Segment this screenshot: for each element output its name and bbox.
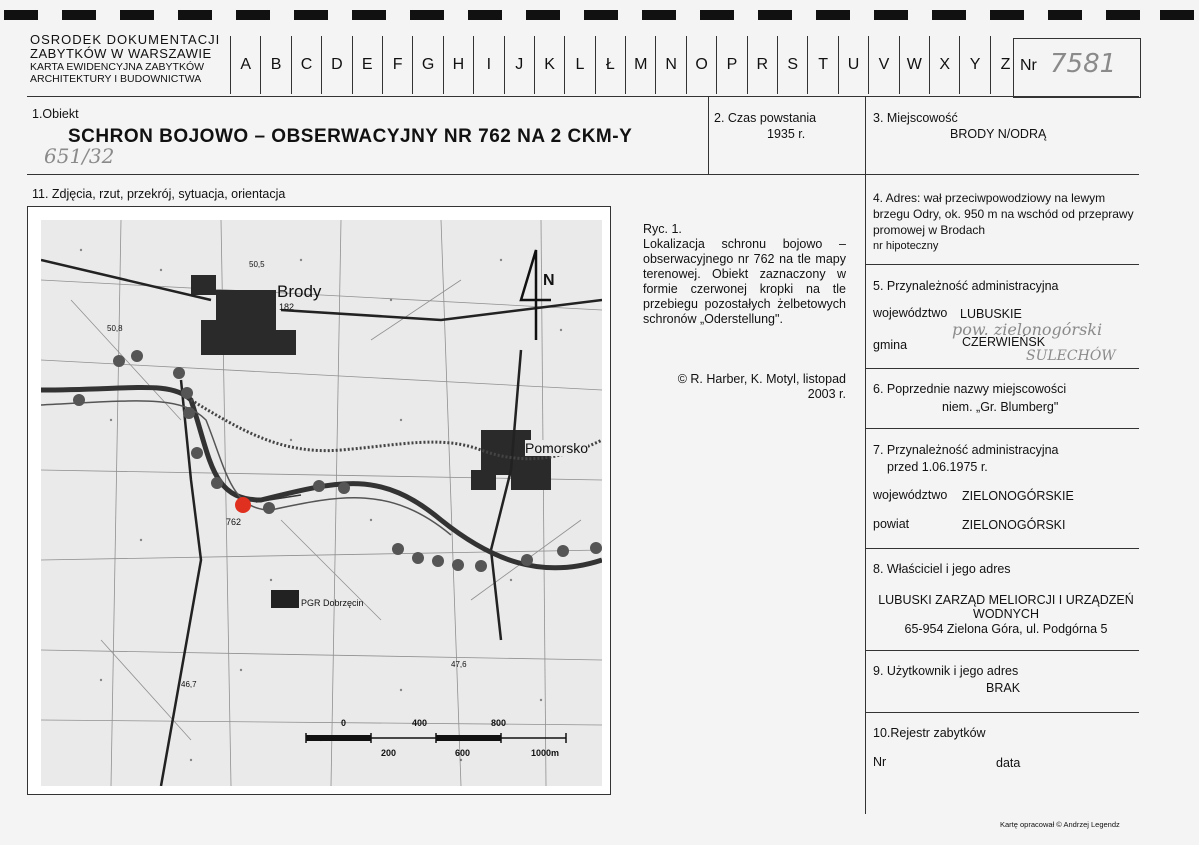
letter-index-cell: U (838, 36, 868, 94)
admin-powiat-handwritten: pow. zielonogórski (952, 320, 1103, 339)
letter-index-cell: D (321, 36, 351, 94)
scale-label: 600 (455, 748, 471, 758)
org-line-1: OSRODEK DOKUMENTACJI (30, 32, 221, 47)
prev-names-value: niem. „Gr. Blumberg" (942, 400, 1059, 414)
nr-value: 7581 (1050, 49, 1117, 79)
letter-index-cell: G (412, 36, 442, 94)
admin-label: 5. Przynależność administracyjna (873, 279, 1059, 293)
letter-index-cell: F (382, 36, 412, 94)
register-nr-label: Nr (873, 755, 887, 769)
map-label-pomorsko: Pomorsko (525, 440, 589, 456)
map-label-brody-elev: 182 (279, 302, 295, 312)
nr-label: Nr (1020, 57, 1037, 74)
photos-label: 11. Zdjęcia, rzut, przekrój, sytuacja, orientacja (32, 187, 286, 201)
admin-prev-label: 7. Przynależność administracyjna (873, 443, 1059, 457)
admin-gmina-value: CZERWIEŃSK (962, 335, 1046, 349)
letter-index-cell: M (625, 36, 655, 94)
org-line-4: ARCHITEKTURY I BUDOWNICTWA (30, 73, 202, 85)
letter-index-cell: W (899, 36, 929, 94)
letter-index-cell: L (564, 36, 594, 94)
letter-index-cell: X (929, 36, 959, 94)
locality-label: 3. Miejscowość (873, 111, 958, 125)
map-label-pgr: PGR Dobrzęcin (301, 598, 364, 608)
letter-index-cell: T (807, 36, 837, 94)
credit-line-1: © R. Harber, K. Motyl, listopad (677, 372, 846, 386)
letter-index-cell: Ł (595, 36, 625, 94)
map-elev-label: 50,5 (249, 260, 265, 269)
scale-label: 0 (341, 718, 347, 728)
caption-title: Ryc. 1. (643, 222, 682, 236)
scale-label: 800 (491, 718, 507, 728)
letter-index-cell: I (473, 36, 503, 94)
letter-index-cell: H (443, 36, 473, 94)
register-label: 10.Rejestr zabytków (873, 726, 986, 740)
letter-index-cell: R (747, 36, 777, 94)
map-label-brody: Brody (277, 282, 322, 301)
map-north-label: N (543, 272, 555, 289)
address-extra: nr hipoteczny (873, 240, 939, 252)
location-map (27, 206, 611, 795)
address-section (873, 190, 1135, 254)
organization-header (30, 33, 226, 85)
letter-index-cell: E (352, 36, 382, 94)
user-value: BRAK (986, 681, 1021, 695)
footer-credit: Kartę opracował © Andrzej Legendz (1000, 820, 1120, 829)
map-label-762: 762 (226, 517, 242, 527)
map-elev-label: 50,8 (107, 324, 123, 333)
letter-index-cell: B (260, 36, 290, 94)
locality-value: BRODY N/ODRĄ (950, 127, 1047, 141)
binding-marks (0, 10, 1199, 22)
scale-label: 200 (381, 748, 397, 758)
scale-label: 1000m (531, 748, 560, 758)
address-label: 4. Adres: (873, 191, 921, 205)
map-credit (643, 372, 846, 402)
user-label: 9. Użytkownik i jego adres (873, 664, 1019, 678)
scale-label: 400 (412, 718, 428, 728)
letter-index-cell: N (655, 36, 685, 94)
owner-line-3: 65-954 Zielona Góra, ul. Podgórna 5 (904, 622, 1108, 636)
admin-prev-voiv-label: województwo (873, 488, 948, 502)
admin-gmina-label: gmina (873, 338, 908, 352)
map-elev-label: 47,6 (451, 660, 467, 669)
org-line-3: KARTA EWIDENCYJNA ZABYTKÓW (30, 61, 205, 73)
credit-line-2: 2003 r. (807, 387, 846, 401)
letter-index-cell: A (230, 36, 260, 94)
period-label: 2. Czas powstania (714, 111, 817, 125)
register-data-label: data (996, 756, 1021, 770)
record-number-box (1013, 38, 1141, 98)
letter-index-cell: O (686, 36, 716, 94)
letter-index-cell: J (504, 36, 534, 94)
period-value: 1935 r. (767, 127, 806, 141)
map-caption (643, 222, 846, 327)
letter-index-cell: P (716, 36, 746, 94)
admin-voivodeship-label: województwo (873, 306, 948, 320)
letter-index-cell: V (868, 36, 898, 94)
owner-line-1: LUBUSKI ZARZĄD MELIORCJI I URZĄDZEŃ (878, 593, 1134, 607)
caption-text: Lokalizacja schronu bojowo – obserwacyjnego nr 762 na tle mapy terenowej. Obiekt zaznaczony w formie czerwonej kropki na tle przebiegu pozostałych żelbetowych schronów „Oderstellung". (643, 237, 846, 326)
letter-index-cell: Y (959, 36, 989, 94)
admin-prev-voiv-value: ZIELONOGÓRSKIE (962, 489, 1074, 503)
owner-line-2: WODNYCH (973, 607, 1039, 621)
admin-prev-pow-value: ZIELONOGÓRSKI (962, 518, 1066, 532)
owner-label: 8. Właściciel i jego adres (873, 562, 1011, 576)
org-line-2: ZABYTKÓW W WARSZAWIE (30, 46, 212, 61)
prev-names-label: 6. Poprzednie nazwy miejscowości (873, 382, 1067, 396)
map-image (41, 220, 602, 786)
object-handwritten-code: 651/32 (44, 144, 115, 168)
map-drawing (41, 220, 602, 786)
address-text: wał przeciwpowodziowy na lewym brzegu Odry, ok. 950 m na wschód od przeprawy promowej w Brodach (873, 191, 1134, 237)
object-title: SCHRON BOJOWO – OBSERWACYJNY NR 762 NA 2 CKM-Y (68, 126, 633, 147)
letter-index-cell: Z (990, 36, 1020, 94)
letter-index-cell: S (777, 36, 807, 94)
admin-prev-pow-label: powiat (873, 517, 910, 531)
letter-index-cell: C (291, 36, 321, 94)
admin-prev-sub: przed 1.06.1975 r. (887, 460, 988, 474)
admin-gmina-handwritten: SULECHÓW (1026, 348, 1116, 364)
object-label: 1.Obiekt (32, 107, 79, 121)
admin-voivodeship-value: LUBUSKIE (960, 307, 1022, 321)
letter-index-cell: K (534, 36, 564, 94)
letter-index (230, 36, 1020, 96)
map-elev-label: 46,7 (181, 680, 197, 689)
